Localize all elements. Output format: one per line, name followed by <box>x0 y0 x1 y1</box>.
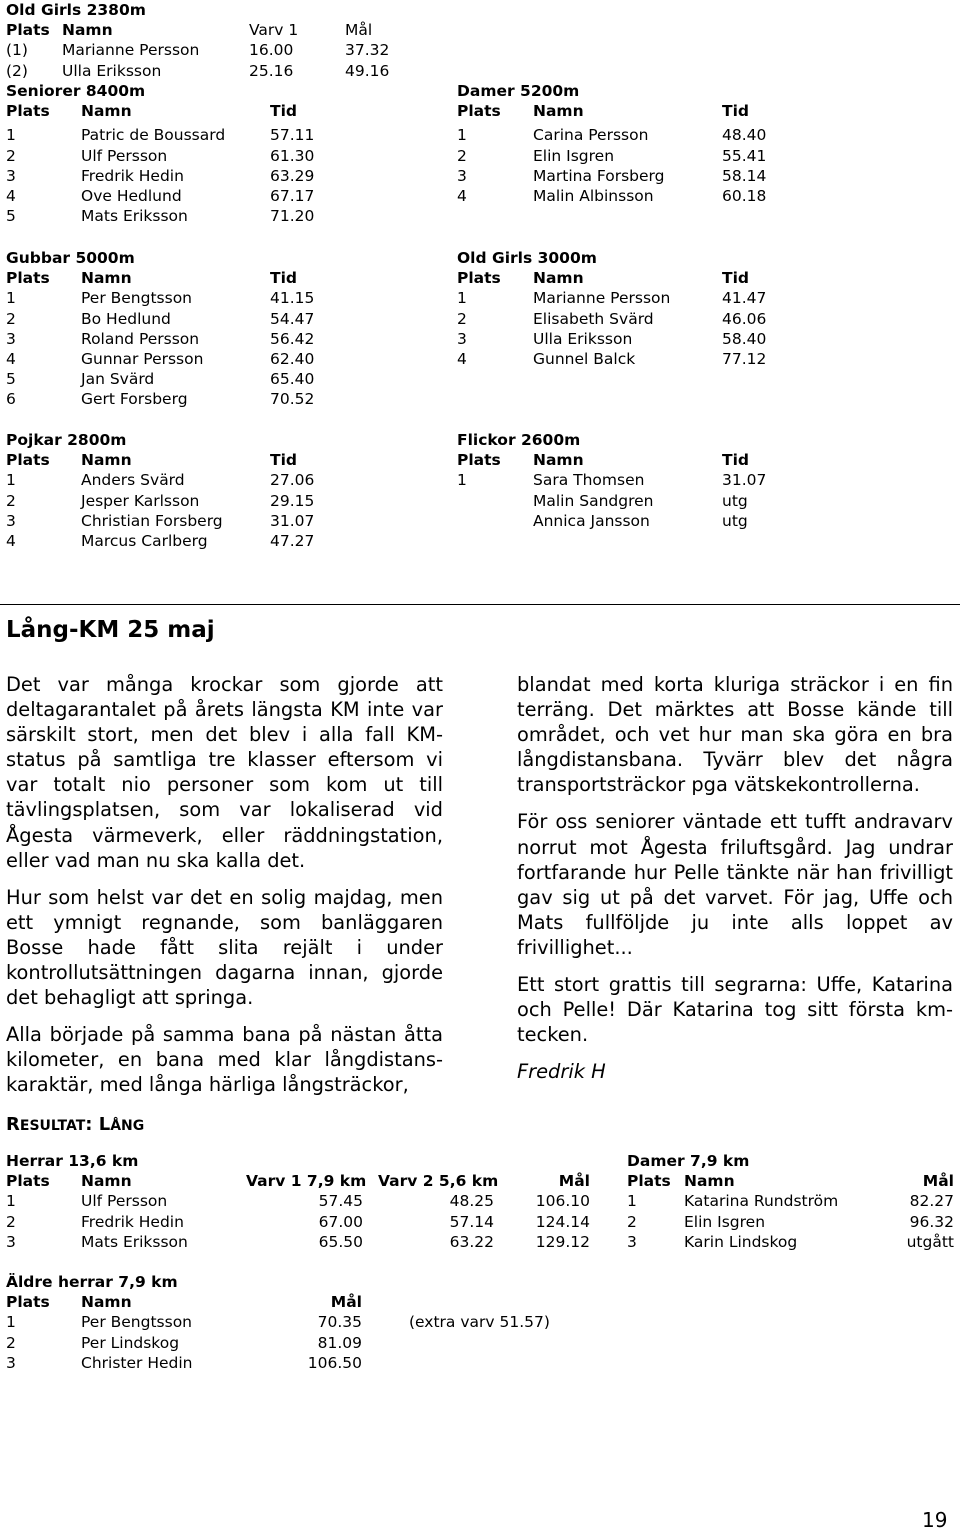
col-header-namn: Namn <box>81 451 132 470</box>
article-paragraph: För oss seniorer väntade ett tufft andravarv norrut mot Ågesta friluftsgård. Jag undrar fortfarande hur Pelle tänkte när han frivilligt gav sig ut på det varvet. För jag, Uffe och Mats fullföljde ju inte alls loppet av frivillighet... <box>517 810 953 959</box>
cell-plats: 3 <box>457 166 467 185</box>
table-row <box>6 61 406 81</box>
cell-mal: 70.35 <box>317 1313 362 1332</box>
table-row <box>6 125 426 145</box>
table-row <box>6 531 426 551</box>
cell-namn: Ulf Persson <box>81 1192 168 1211</box>
table-seniorer-8400 <box>6 81 426 226</box>
col-header-plats: Plats <box>6 269 50 288</box>
cell-namn: Ulf Persson <box>81 146 168 165</box>
col-header-tid: Tid <box>722 269 749 288</box>
table-row <box>457 349 877 369</box>
cell-namn: Mats Eriksson <box>81 207 188 226</box>
cell-mal: 49.16 <box>345 61 390 80</box>
cell-plats: 1 <box>6 1313 16 1332</box>
cell-plats: 4 <box>6 531 16 550</box>
col-header-mal: Mål <box>330 1293 362 1312</box>
cell-namn: Ove Hedlund <box>81 186 182 205</box>
table-row <box>627 1232 954 1252</box>
horizontal-divider <box>0 604 960 605</box>
col-header-tid: Tid <box>270 102 297 121</box>
cell-namn: Malin Sandgren <box>533 491 654 510</box>
cell-plats: 3 <box>6 511 16 530</box>
cell-plats: 4 <box>6 186 16 205</box>
cell-namn: Katarina Rundström <box>684 1192 839 1211</box>
col-header-tid: Tid <box>270 269 297 288</box>
cell-tid: 31.07 <box>722 471 767 490</box>
col-header-namn: Namn <box>81 102 132 121</box>
cell-plats: 4 <box>457 186 467 205</box>
cell-namn: Sara Thomsen <box>533 471 645 490</box>
table-title: Old Girls 2380m <box>6 1 146 19</box>
table-title: Damer 7,9 km <box>627 1152 750 1170</box>
cell-namn: Ulla Eriksson <box>533 329 633 348</box>
cell-namn: Roland Persson <box>81 329 200 348</box>
cell-plats: 3 <box>6 1232 16 1251</box>
cell-mal: 81.09 <box>317 1333 362 1352</box>
cell-namn: Per Bengtsson <box>81 1313 192 1332</box>
table-row <box>6 206 426 226</box>
table-flickor-2600 <box>457 430 877 531</box>
cell-tid: 57.11 <box>270 126 315 145</box>
col-header-tid: Tid <box>722 451 749 470</box>
col-header-plats: Plats <box>6 1172 50 1191</box>
cell-plats: 2 <box>6 491 16 510</box>
table-row <box>457 166 877 186</box>
col-header-namn: Namn <box>81 1293 132 1312</box>
table-title: Pojkar 2800m <box>6 431 127 449</box>
cell-tid: 41.15 <box>270 289 315 308</box>
cell-namn: Jesper Karlsson <box>81 491 200 510</box>
cell-mal: 96.32 <box>909 1212 954 1231</box>
article-column-left <box>6 672 443 1110</box>
article-paragraph: Det var många krockar som gjorde att deltagarantalet på årets längsta KM inte var särskilt stort, men det blev i alla fall KM-status på samtliga tre klasser eftersom vi var totalt nio personer som kom ut till tävlingsplatsen, som var lokaliserad vid Ågesta värmeverk, eller räddningstation, eller vad man nu ska kalla det. <box>6 673 443 872</box>
table-row <box>627 1212 954 1232</box>
table-herrar-136 <box>6 1151 606 1252</box>
col-header-namn: Namn <box>533 451 584 470</box>
col-header-plats: Plats <box>457 451 501 470</box>
cell-plats: 2 <box>6 309 16 328</box>
cell-namn: Mats Eriksson <box>81 1232 188 1251</box>
cell-plats: (1) <box>6 41 28 60</box>
cell-namn: Martina Forsberg <box>533 166 665 185</box>
table-row <box>6 369 426 389</box>
table-row <box>457 309 877 329</box>
cell-namn: Christian Forsberg <box>81 511 223 530</box>
cell-tid: 61.30 <box>270 146 315 165</box>
table-row <box>6 329 426 349</box>
table-row <box>6 1212 606 1232</box>
extra-lap-note: (extra varv 51.57) <box>409 1313 550 1332</box>
table-row <box>6 349 426 369</box>
table-row <box>457 470 877 490</box>
table-title: Old Girls 3000m <box>457 249 597 267</box>
cell-namn: Annica Jansson <box>533 511 650 530</box>
table-title: Seniorer 8400m <box>6 82 146 100</box>
cell-namn: Elisabeth Svärd <box>533 309 654 328</box>
cell-tid: 67.17 <box>270 186 315 205</box>
cell-plats: 3 <box>627 1232 637 1251</box>
table-row <box>6 470 426 490</box>
cell-varv2: 63.22 <box>449 1232 494 1251</box>
table-row <box>457 329 877 349</box>
cell-plats: 3 <box>457 329 467 348</box>
table-row <box>457 186 877 206</box>
cell-namn: Fredrik Hedin <box>81 1212 184 1231</box>
cell-namn: Elin Isgren <box>684 1212 766 1231</box>
col-header-mal: Mål <box>922 1172 954 1191</box>
table-row <box>6 511 426 531</box>
cell-tid: 65.40 <box>270 370 315 389</box>
table-row <box>6 491 426 511</box>
table-row <box>6 186 426 206</box>
cell-tid: 29.15 <box>270 491 315 510</box>
cell-namn: Elin Isgren <box>533 146 615 165</box>
cell-tid: 55.41 <box>722 146 767 165</box>
table-row <box>457 288 877 308</box>
cell-namn: Fredrik Hedin <box>81 166 184 185</box>
table-row <box>6 1312 566 1332</box>
cell-mal: utgått <box>906 1232 954 1251</box>
table-title: Herrar 13,6 km <box>6 1152 139 1170</box>
cell-tid: 41.47 <box>722 289 767 308</box>
cell-mal: 124.14 <box>535 1212 590 1231</box>
col-header-namn: Namn <box>533 269 584 288</box>
table-aldre-herrar-79 <box>6 1272 566 1373</box>
cell-tid: 63.29 <box>270 166 315 185</box>
cell-varv1: 57.45 <box>318 1192 363 1211</box>
table-old-girls-3000 <box>457 248 877 369</box>
cell-tid: 58.40 <box>722 329 767 348</box>
cell-namn: Carina Persson <box>533 126 649 145</box>
table-row <box>457 125 877 145</box>
cell-plats: 5 <box>6 207 16 226</box>
table-title: Damer 5200m <box>457 82 580 100</box>
table-row <box>6 1333 566 1353</box>
table-row <box>6 288 426 308</box>
cell-namn: Marianne Persson <box>62 41 200 60</box>
cell-namn: Marcus Carlberg <box>81 531 208 550</box>
col-header-plats: Plats <box>6 102 50 121</box>
cell-plats: (2) <box>6 61 28 80</box>
table-title: Gubbar 5000m <box>6 249 135 267</box>
col-header-mal: Mål <box>345 21 373 40</box>
cell-tid: 62.40 <box>270 349 315 368</box>
table-row <box>457 491 877 511</box>
table-row <box>627 1191 954 1211</box>
cell-plats: 4 <box>6 349 16 368</box>
cell-plats: 1 <box>457 126 467 145</box>
col-header-varv1: Varv 1 7,9 km <box>246 1172 367 1191</box>
cell-tid: 71.20 <box>270 207 315 226</box>
cell-varv2: 57.14 <box>449 1212 494 1231</box>
cell-varv1: 25.16 <box>249 61 294 80</box>
cell-plats: 5 <box>6 370 16 389</box>
cell-namn: Ulla Eriksson <box>62 61 162 80</box>
article-paragraph: Alla började på samma bana på nästan åtta kilometer, en bana med klar långdistans-karaktär, med långa härliga långsträckor, <box>6 1023 443 1097</box>
cell-tid: 31.07 <box>270 511 315 530</box>
cell-plats: 3 <box>6 166 16 185</box>
col-header-namn: Namn <box>81 269 132 288</box>
col-header-namn: Namn <box>81 1172 132 1191</box>
table-row <box>6 1353 566 1373</box>
cell-tid: 48.40 <box>722 126 767 145</box>
cell-varv1: 67.00 <box>318 1212 363 1231</box>
cell-mal: 129.12 <box>535 1232 590 1251</box>
cell-namn: Malin Albinsson <box>533 186 654 205</box>
cell-plats: 6 <box>6 390 16 409</box>
cell-namn: Bo Hedlund <box>81 309 171 328</box>
cell-tid: 27.06 <box>270 471 315 490</box>
table-row <box>6 1191 606 1211</box>
table-row <box>457 511 877 531</box>
table-row <box>6 1232 606 1252</box>
col-header-plats: Plats <box>457 269 501 288</box>
cell-plats: 1 <box>6 1192 16 1211</box>
table-gubbar-5000 <box>6 248 426 410</box>
heading-separator: : <box>85 1114 99 1135</box>
cell-mal: 106.50 <box>307 1353 362 1372</box>
table-row <box>457 146 877 166</box>
cell-plats: 1 <box>457 289 467 308</box>
col-header-tid: Tid <box>270 451 297 470</box>
col-header-namn: Namn <box>684 1172 735 1191</box>
col-header-varv1: Varv 1 <box>249 21 299 40</box>
cell-plats: 3 <box>6 329 16 348</box>
cell-tid: 46.06 <box>722 309 767 328</box>
cell-plats: 2 <box>6 1212 16 1231</box>
cell-namn: Gert Forsberg <box>81 390 188 409</box>
cell-tid: 47.27 <box>270 531 315 550</box>
cell-plats: 2 <box>627 1212 637 1231</box>
cell-namn: Gunnel Balck <box>533 349 636 368</box>
cell-namn: Christer Hedin <box>81 1353 193 1372</box>
col-header-namn: Namn <box>533 102 584 121</box>
col-header-plats: Plats <box>627 1172 671 1191</box>
cell-namn: Gunnar Persson <box>81 349 204 368</box>
cell-tid: utg <box>722 511 748 530</box>
article-paragraph: blandat med korta kluriga sträckor i en fin terräng. Det märktes att Bosse kände till området, och vet hur man ska göra en bra långdistansbana. Tyvärr blev det några transportsträckor pga vätskekontrollerna. <box>517 673 953 797</box>
col-header-varv2: Varv 2 5,6 km <box>378 1172 499 1191</box>
table-pojkar-2800 <box>6 430 426 551</box>
heading-smallcaps: ÅNG <box>110 1118 145 1134</box>
table-row <box>6 146 426 166</box>
cell-namn: Per Lindskog <box>81 1333 180 1352</box>
cell-plats: 2 <box>457 309 467 328</box>
cell-plats: 1 <box>457 471 467 490</box>
cell-tid: 70.52 <box>270 390 315 409</box>
table-damer-5200 <box>457 81 877 206</box>
cell-varv1: 16.00 <box>249 41 294 60</box>
table-title: Flickor 2600m <box>457 431 581 449</box>
cell-plats: 3 <box>6 1353 16 1372</box>
col-header-plats: Plats <box>457 102 501 121</box>
heading-initial: R <box>6 1114 20 1135</box>
table-row <box>6 166 426 186</box>
cell-tid: 58.14 <box>722 166 767 185</box>
cell-plats: 2 <box>6 146 16 165</box>
table-title: Äldre herrar 7,9 km <box>6 1273 178 1291</box>
cell-namn: Marianne Persson <box>533 289 671 308</box>
cell-plats: 1 <box>6 126 16 145</box>
col-header-plats: Plats <box>6 451 50 470</box>
cell-mal: 37.32 <box>345 41 390 60</box>
cell-tid: 54.47 <box>270 309 315 328</box>
cell-mal: 82.27 <box>909 1192 954 1211</box>
cell-tid: 77.12 <box>722 349 767 368</box>
table-row <box>6 389 426 409</box>
table-damer-79 <box>627 1151 954 1252</box>
article-column-right <box>517 672 953 1096</box>
col-header-namn: Namn <box>62 21 113 40</box>
cell-namn: Anders Svärd <box>81 471 185 490</box>
results-heading <box>6 1113 144 1138</box>
cell-varv1: 65.50 <box>318 1232 363 1251</box>
cell-tid: 60.18 <box>722 186 767 205</box>
col-header-plats: Plats <box>6 21 50 40</box>
cell-tid: utg <box>722 491 748 510</box>
table-row <box>6 309 426 329</box>
cell-plats: 1 <box>627 1192 637 1211</box>
cell-plats: 2 <box>457 146 467 165</box>
article-signature: Fredrik H <box>517 1060 606 1084</box>
cell-plats: 1 <box>6 289 16 308</box>
cell-namn: Per Bengtsson <box>81 289 192 308</box>
article-title: Lång-KM 25 maj <box>6 617 215 643</box>
col-header-mal: Mål <box>558 1172 590 1191</box>
col-header-tid: Tid <box>722 102 749 121</box>
table-row <box>6 40 406 60</box>
table-old-girls-2380 <box>6 0 406 81</box>
cell-namn: Jan Svärd <box>81 370 155 389</box>
page-number: 19 <box>922 1508 948 1532</box>
cell-namn: Karin Lindskog <box>684 1232 798 1251</box>
heading-smallcaps: ESULTAT <box>19 1118 86 1134</box>
cell-varv2: 48.25 <box>449 1192 494 1211</box>
cell-plats: 1 <box>6 471 16 490</box>
col-header-plats: Plats <box>6 1293 50 1312</box>
cell-plats: 2 <box>6 1333 16 1352</box>
cell-plats: 4 <box>457 349 467 368</box>
article-paragraph: Ett stort grattis till segrarna: Uffe, Katarina och Pelle! Där Katarina tog sitt första km-tecken. <box>517 973 953 1047</box>
article-paragraph: Hur som helst var det en solig majdag, men ett ymnigt regnande, som banläggaren Bosse hade fått slita rejält i under kontrollutsättningen dagarna innan, gjorde det behagligt att springa. <box>6 885 443 1010</box>
cell-tid: 56.42 <box>270 329 315 348</box>
heading-initial: L <box>98 1114 111 1135</box>
cell-mal: 106.10 <box>535 1192 590 1211</box>
cell-namn: Patric de Boussard <box>81 126 226 145</box>
